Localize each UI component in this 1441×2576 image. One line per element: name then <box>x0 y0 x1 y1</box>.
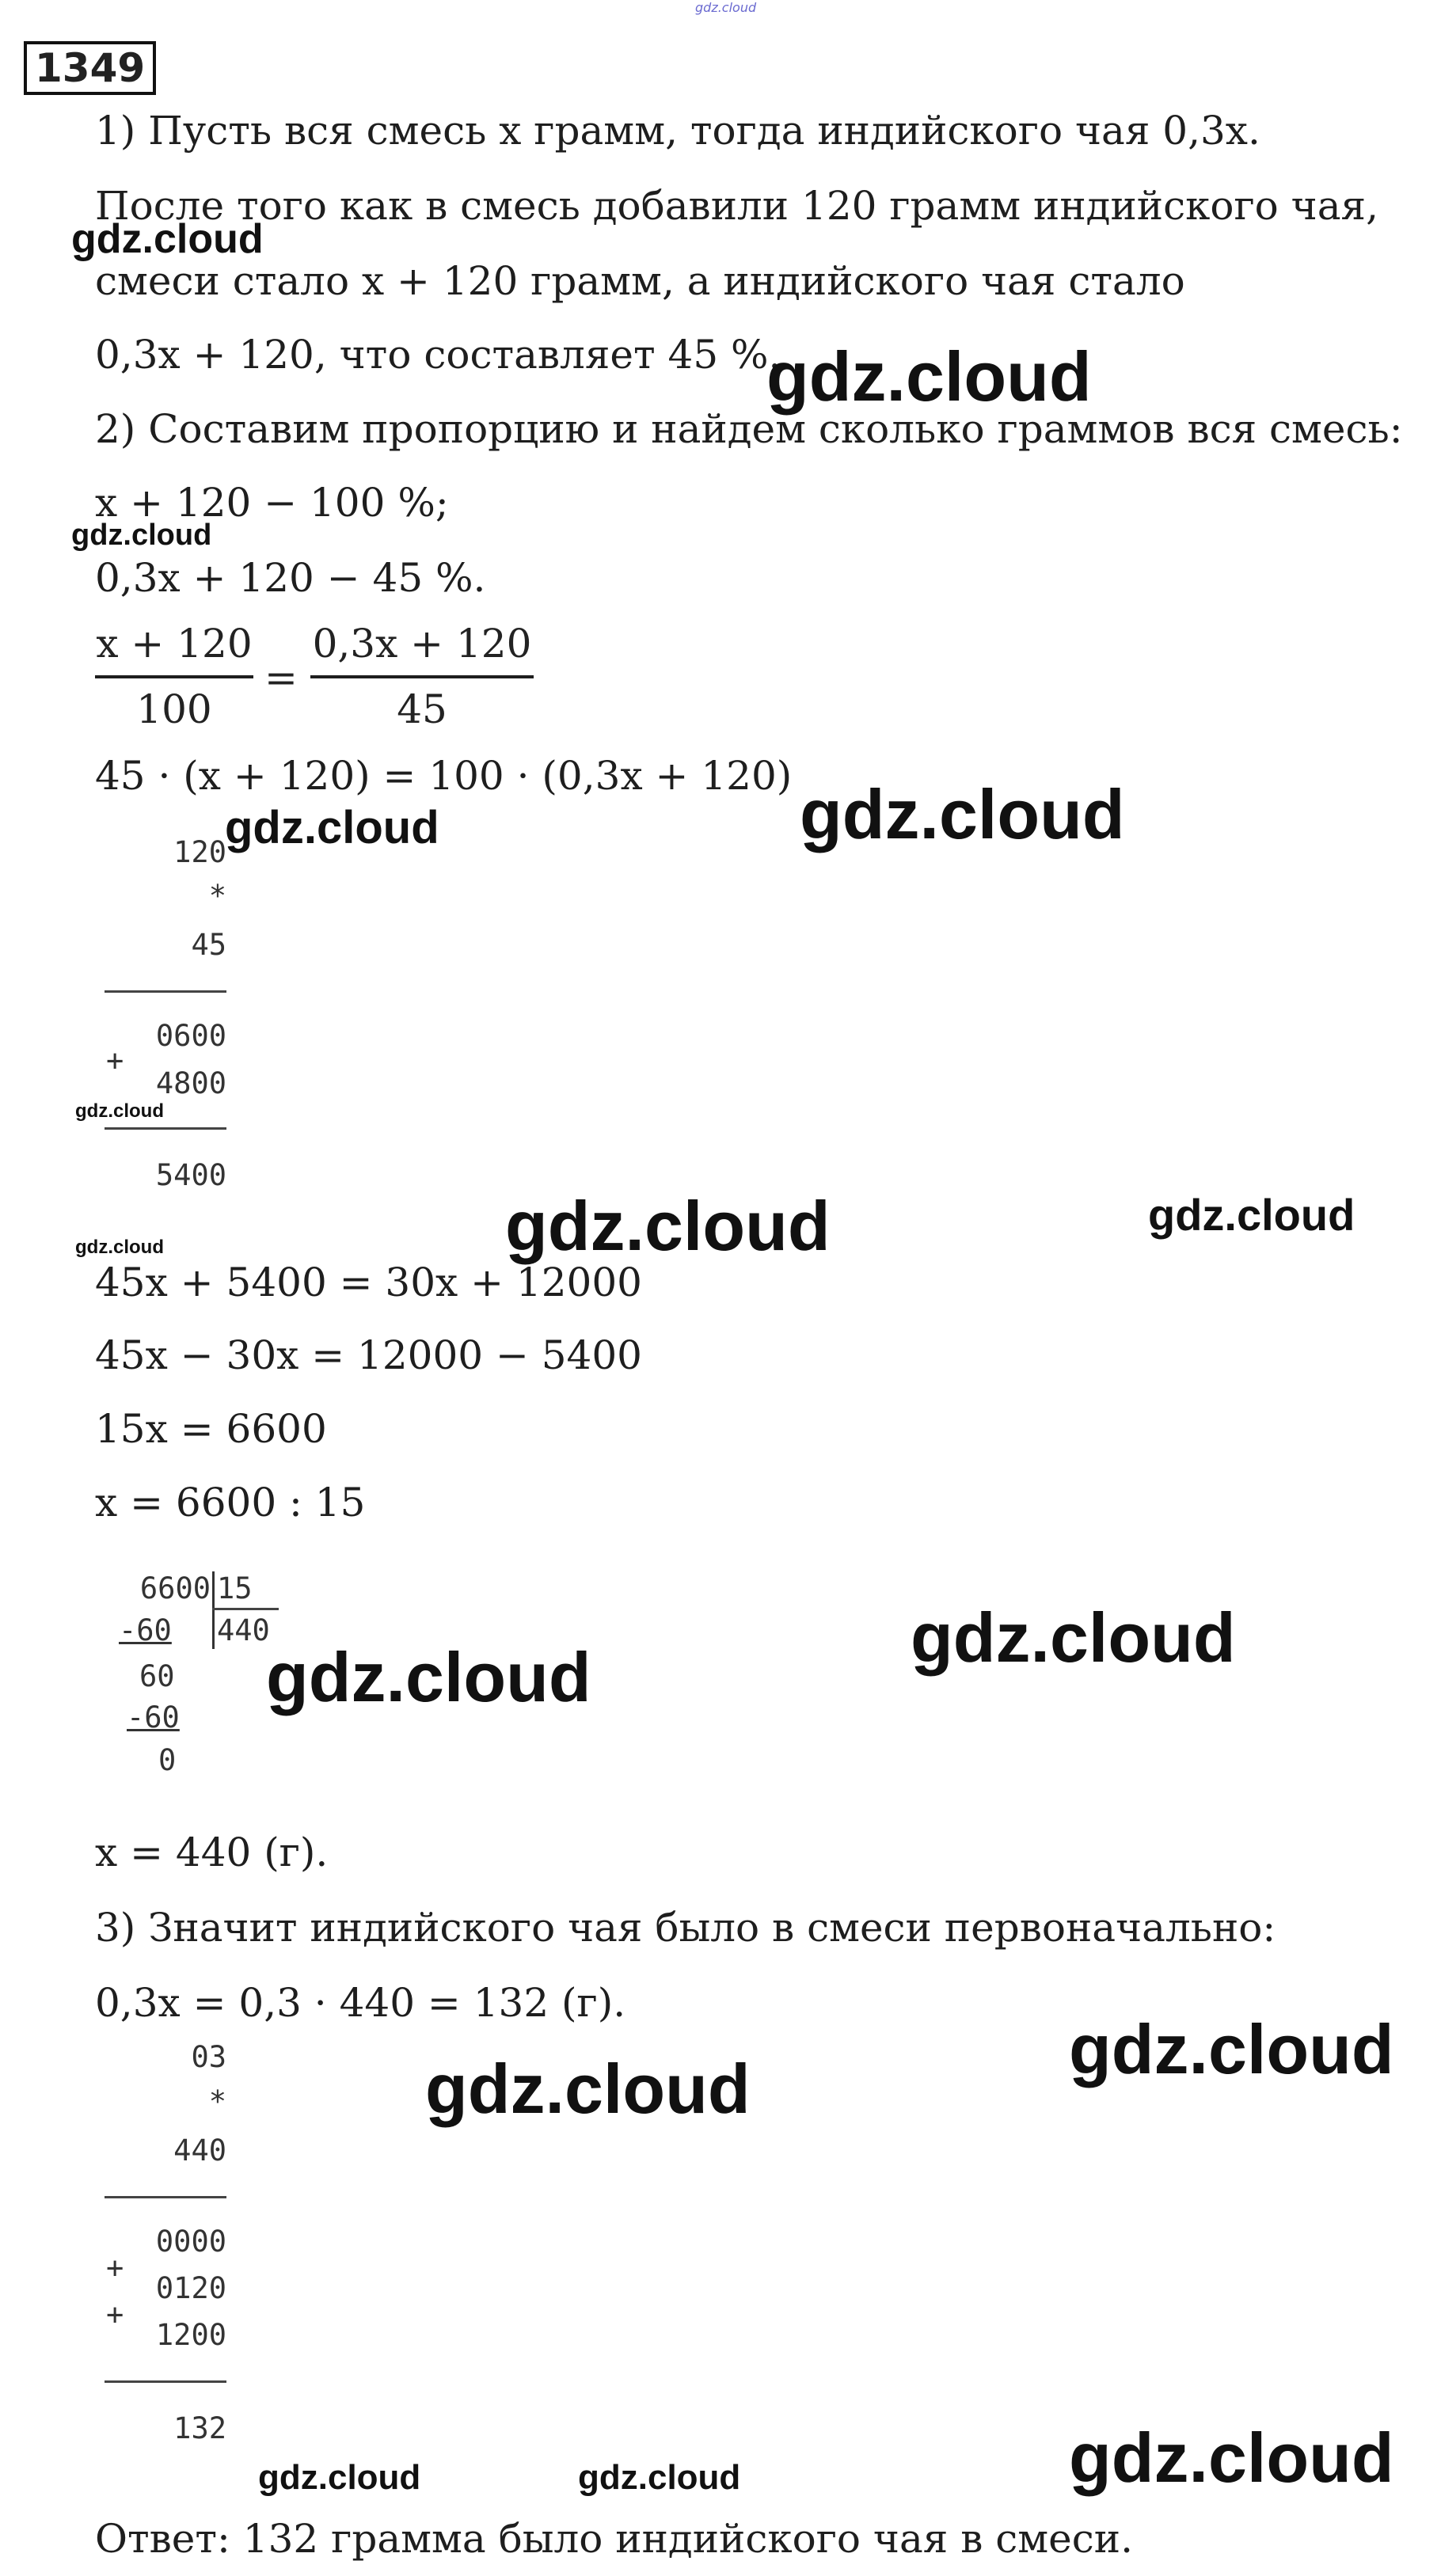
mult1-op: * <box>208 879 226 913</box>
watermark: gdz.cloud <box>425 2050 751 2128</box>
step2-line1: 2) Составим пропорцию и найдем сколько граммов вся смесь: <box>95 406 1403 452</box>
mult2-plus1: + <box>106 2251 124 2285</box>
fraction-right-bar <box>310 675 534 678</box>
fraction-right-numerator: 0,3x + 120 <box>312 621 532 667</box>
problem-number: 1349 <box>24 41 156 95</box>
watermark: gdz.cloud <box>800 775 1125 853</box>
step1-line3: смеси стало x + 120 грамм, а индийского чая стало <box>95 258 1185 304</box>
watermark: gdz.cloud <box>71 216 264 262</box>
watermark: gdz.cloud <box>258 2458 421 2497</box>
mult1-plus: + <box>106 1043 124 1077</box>
step1-line1: 1) Пусть вся смесь x грамм, тогда индийского чая 0,3x. <box>95 108 1260 154</box>
step2b-line4: x = 6600 : 15 <box>95 1480 366 1525</box>
step2-line4: 45 · (x + 120) = 100 · (0,3x + 120) <box>95 753 793 799</box>
watermark: gdz.cloud <box>225 802 439 853</box>
answer: Ответ: 132 грамма было индийского чая в смеси. <box>95 2516 1133 2562</box>
mult2-line1 <box>105 2196 226 2198</box>
fraction-left-denominator: 100 <box>136 686 212 732</box>
mult1-line2 <box>105 1127 226 1130</box>
step3-line1: 3) Значит индийского чая было в смеси первоначально: <box>95 1905 1276 1951</box>
watermark: gdz.cloud <box>1069 2010 1394 2088</box>
mult2-plus2: + <box>106 2297 124 2331</box>
mult1-line1 <box>105 990 226 993</box>
watermark: gdz.cloud <box>75 1100 164 1122</box>
mult2-partial3: 1200 <box>155 2318 226 2352</box>
watermark: gdz.cloud <box>266 1638 591 1716</box>
watermark: gdz.cloud <box>71 519 212 552</box>
mult1-partial2: 4800 <box>155 1066 226 1100</box>
division-divisor: 15 <box>217 1571 253 1605</box>
watermark: gdz.cloud <box>75 1237 164 1258</box>
watermark: gdz.cloud <box>578 2458 741 2497</box>
mult2-result: 132 <box>173 2411 226 2445</box>
mult1-partial1: 0600 <box>155 1019 226 1053</box>
step2b-line2: 45x − 30x = 12000 − 5400 <box>95 1332 642 1378</box>
step2b-line3: 15x = 6600 <box>95 1406 327 1452</box>
mult1-b: 45 <box>191 928 226 962</box>
step2-line3: 0,3x + 120 − 45 %. <box>95 555 486 601</box>
mult2-b: 440 <box>173 2133 226 2168</box>
division-vertical-bar <box>212 1571 215 1649</box>
step1-line4: 0,3x + 120, что составляет 45 %. <box>95 332 781 378</box>
watermark: gdz.cloud <box>1069 2418 1394 2497</box>
mult2-a: 03 <box>191 2040 226 2074</box>
fraction-left-bar <box>95 675 253 678</box>
watermark: gdz.cloud <box>911 1598 1236 1677</box>
fraction-right-denominator: 45 <box>397 686 447 732</box>
mult2-partial2: 0120 <box>155 2271 226 2305</box>
step3-line2: 0,3x = 0,3 · 440 = 132 (г). <box>95 1980 626 2026</box>
division-dividend: 6600 <box>139 1571 211 1605</box>
step2-line2: x + 120 − 100 %; <box>95 480 449 526</box>
division-quotient: 440 <box>217 1613 270 1647</box>
fraction-equals: = <box>264 655 298 701</box>
mult1-result: 5400 <box>155 1158 226 1192</box>
watermark: gdz.cloud <box>1148 1190 1355 1240</box>
mult1-a: 120 <box>173 835 226 869</box>
division-rem1: 60 <box>139 1659 175 1693</box>
step1-line2: После того как в смесь добавили 120 грамм индийского чая, <box>95 183 1378 229</box>
mult2-line2 <box>105 2380 226 2383</box>
division-sub1: -60 <box>119 1613 172 1647</box>
top-watermark: gdz.cloud <box>695 0 757 15</box>
result-x: x = 440 (г). <box>95 1829 329 1875</box>
step2b-line1: 45x + 5400 = 30x + 12000 <box>95 1260 642 1305</box>
division-divisor-line <box>212 1608 279 1610</box>
mult2-op: * <box>208 2084 226 2118</box>
mult2-partial1: 0000 <box>155 2225 226 2259</box>
division-rem2: 0 <box>158 1743 177 1777</box>
watermark: gdz.cloud <box>766 337 1092 416</box>
division-sub2: -60 <box>127 1700 180 1734</box>
watermark: gdz.cloud <box>505 1187 831 1265</box>
fraction-left-numerator: x + 120 <box>96 621 253 667</box>
